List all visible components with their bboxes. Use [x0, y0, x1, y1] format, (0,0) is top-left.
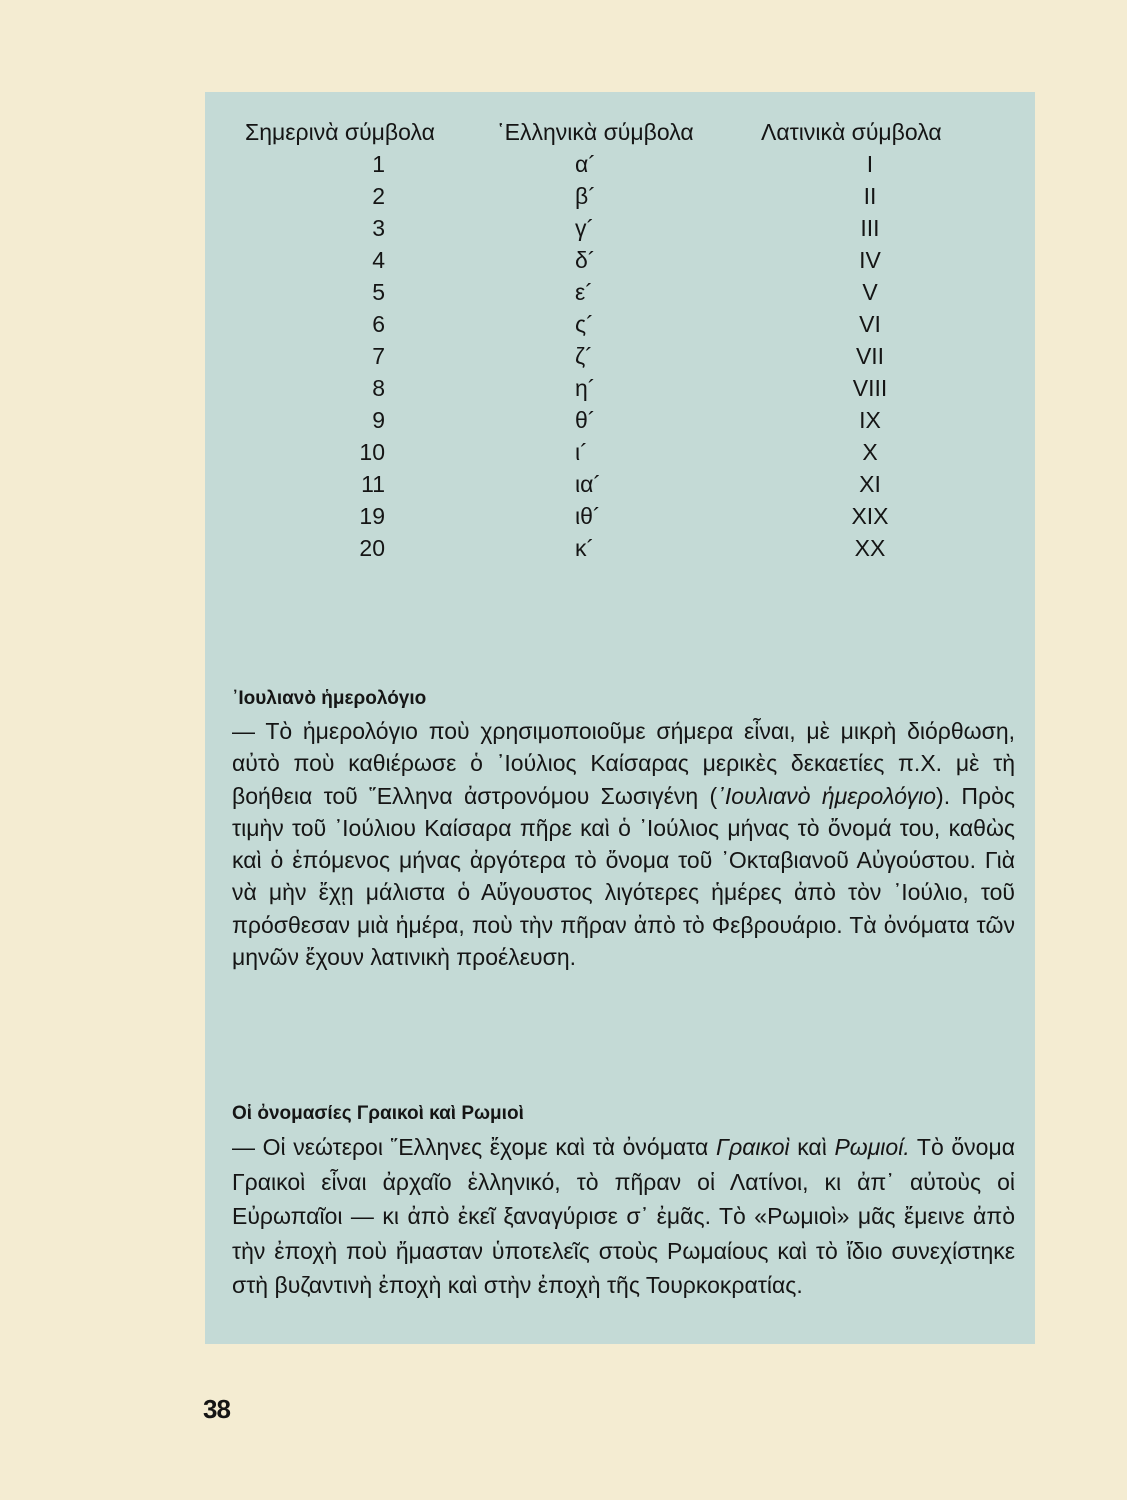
latin-symbol: III: [860, 215, 880, 241]
latin-symbol: IX: [859, 407, 881, 433]
paragraph-italic-term: ᾿Ιουλιανὸ ἡμερολόγιο: [717, 782, 937, 809]
latin-symbol: I: [866, 151, 874, 177]
greek-symbol: ιθ´: [575, 503, 601, 529]
table-row: [205, 148, 1035, 180]
table-row: [205, 212, 1035, 244]
section-heading: ᾿Ιουλιανὸ ἡμερολόγιο: [232, 688, 427, 709]
greek-symbol: β´: [575, 183, 596, 209]
greek-symbol: ε´: [575, 279, 593, 305]
latin-symbol: IV: [859, 247, 881, 273]
modern-symbol: 8: [372, 375, 385, 401]
latin-symbol: VII: [855, 343, 885, 369]
content-panel: [205, 92, 1035, 1344]
latin-symbol: V: [862, 279, 878, 305]
table-row: [205, 404, 1035, 436]
modern-symbol: 1: [372, 151, 385, 177]
table-row: [205, 180, 1035, 212]
modern-symbol: 5: [372, 279, 385, 305]
paragraph-italic-term: Γραικοὶ: [715, 1134, 790, 1160]
table-row: [205, 244, 1035, 276]
greek-symbol: δ´: [575, 247, 596, 273]
section-paragraph: [232, 1130, 1015, 1303]
modern-symbol: 4: [372, 247, 385, 273]
section-paragraph: [232, 715, 1015, 973]
modern-symbol: 9: [372, 407, 385, 433]
latin-symbol: XX: [854, 535, 886, 561]
modern-symbol: 11: [361, 471, 385, 497]
page-number: 38: [203, 1394, 230, 1424]
modern-symbol: 19: [359, 503, 385, 529]
table-row: [205, 468, 1035, 500]
latin-symbol: VI: [859, 311, 881, 337]
modern-symbol: 2: [372, 183, 385, 209]
table-row: [205, 532, 1035, 564]
modern-symbol: 3: [372, 215, 385, 241]
table-row: [205, 436, 1035, 468]
latin-symbol: VIII: [852, 375, 888, 401]
paragraph-text: Τὸ ὄνομα Γραικοὶ εἶναι ἀρχαῖο ἑλληνικό, τὸ πῆραν οἱ Λατίνοι, κι ἀπ᾿ αὐτοὺς οἱ Εὐρωπαῖοι — κι ἀπὸ ἐκεῖ ξαναγύρισε σ᾿ ἐμᾶς. Τὸ «Ρωμιοὶ» μᾶς ἔμεινε ἀπὸ τὴν ἐποχὴ ποὺ ἤμασταν ὑποτελεῖς στοὺς Ρωμαίους καὶ τὸ ἴδιο συνεχίστηκε στὴ βυζαντινὴ ἐποχὴ καὶ στὴν ἐποχὴ τῆς Τουρκοκρατίας.: [232, 1134, 1016, 1298]
paragraph-text: καὶ: [789, 1134, 835, 1160]
section-heading: Οἱ ὀνομασίες Γραικοὶ καὶ Ρωμιοὶ: [232, 1103, 524, 1124]
greek-symbol: ι´: [575, 439, 588, 465]
table-row: [205, 340, 1035, 372]
modern-symbol: 7: [372, 343, 385, 369]
paragraph-text: — Τὸ ἡμερολόγιο ποὺ χρησιμοποιοῦμε σήμερα εἶναι, μὲ μικρὴ διόρθωση, αὐτὸ ποὺ καθιέρωσε ὁ ᾿Ιούλιος Καίσαρας μερικὲς δεκαετίες π.Χ. μὲ τὴ βοήθεια τοῦ ῞Ελληνα ἀστρονόμου Σωσιγένη (: [232, 718, 1015, 809]
table-row: [205, 308, 1035, 340]
greek-symbol: ια´: [575, 471, 602, 497]
names-section: [232, 1102, 1015, 1303]
paragraph-text: ). Πρὸς τιμὴν τοῦ ᾿Ιούλιου Καίσαρα πῆρε καὶ ὁ ᾿Ιούλιος μήνας τὸ ὄνομά του, καθὼς καὶ ὁ ἑπόμενος μήνας ἀργότερα τὸ ὄνομα τοῦ ᾿Οκταβιανοῦ Αὐγούστου. Γιὰ νὰ μὴν ἔχῃ μάλιστα ὁ Αὔγουστος λιγότερες ἡμέρες ἀπὸ τὸν ᾿Ιούλιο, τοῦ πρόσθεσαν μιὰ ἡμέρα, ποὺ τὴν πῆραν ἀπὸ τὸ Φεβρουάριο. Τὰ ὀνόματα τῶν μηνῶν ἔχουν λατινικὴ προέλευση.: [232, 782, 1015, 971]
paragraph-italic-term: Ρωμιοί.: [834, 1134, 910, 1160]
modern-symbol: 10: [359, 439, 385, 465]
header-latin-symbols: Λατινικὰ σύμβολα: [761, 119, 942, 145]
header-greek-symbols: ῾Ελληνικὰ σύμβολα: [497, 119, 694, 145]
latin-symbol: X: [862, 439, 878, 465]
table-row: [205, 372, 1035, 404]
greek-symbol: θ´: [575, 407, 596, 433]
header-modern-symbols: Σημερινὰ σύμβολα: [245, 119, 435, 145]
table-row: [205, 276, 1035, 308]
greek-symbol: κ´: [575, 535, 595, 561]
paragraph-text: — Οἱ νεώτεροι ῞Ελληνες ἔχομε καὶ τὰ ὀνόματα: [232, 1134, 716, 1160]
table-row: [205, 500, 1035, 532]
greek-symbol: α´: [575, 151, 596, 177]
symbols-table-header: [205, 116, 1035, 148]
latin-symbol: XI: [859, 471, 881, 497]
julian-calendar-section: [232, 687, 1015, 973]
modern-symbol: 6: [372, 311, 385, 337]
greek-symbol: ς´: [575, 311, 594, 337]
latin-symbol: XIX: [851, 503, 889, 529]
latin-symbol: II: [863, 183, 877, 209]
greek-symbol: ζ´: [575, 343, 593, 369]
greek-symbol: γ´: [575, 215, 595, 241]
modern-symbol: 20: [359, 535, 385, 561]
greek-symbol: η´: [575, 375, 596, 401]
